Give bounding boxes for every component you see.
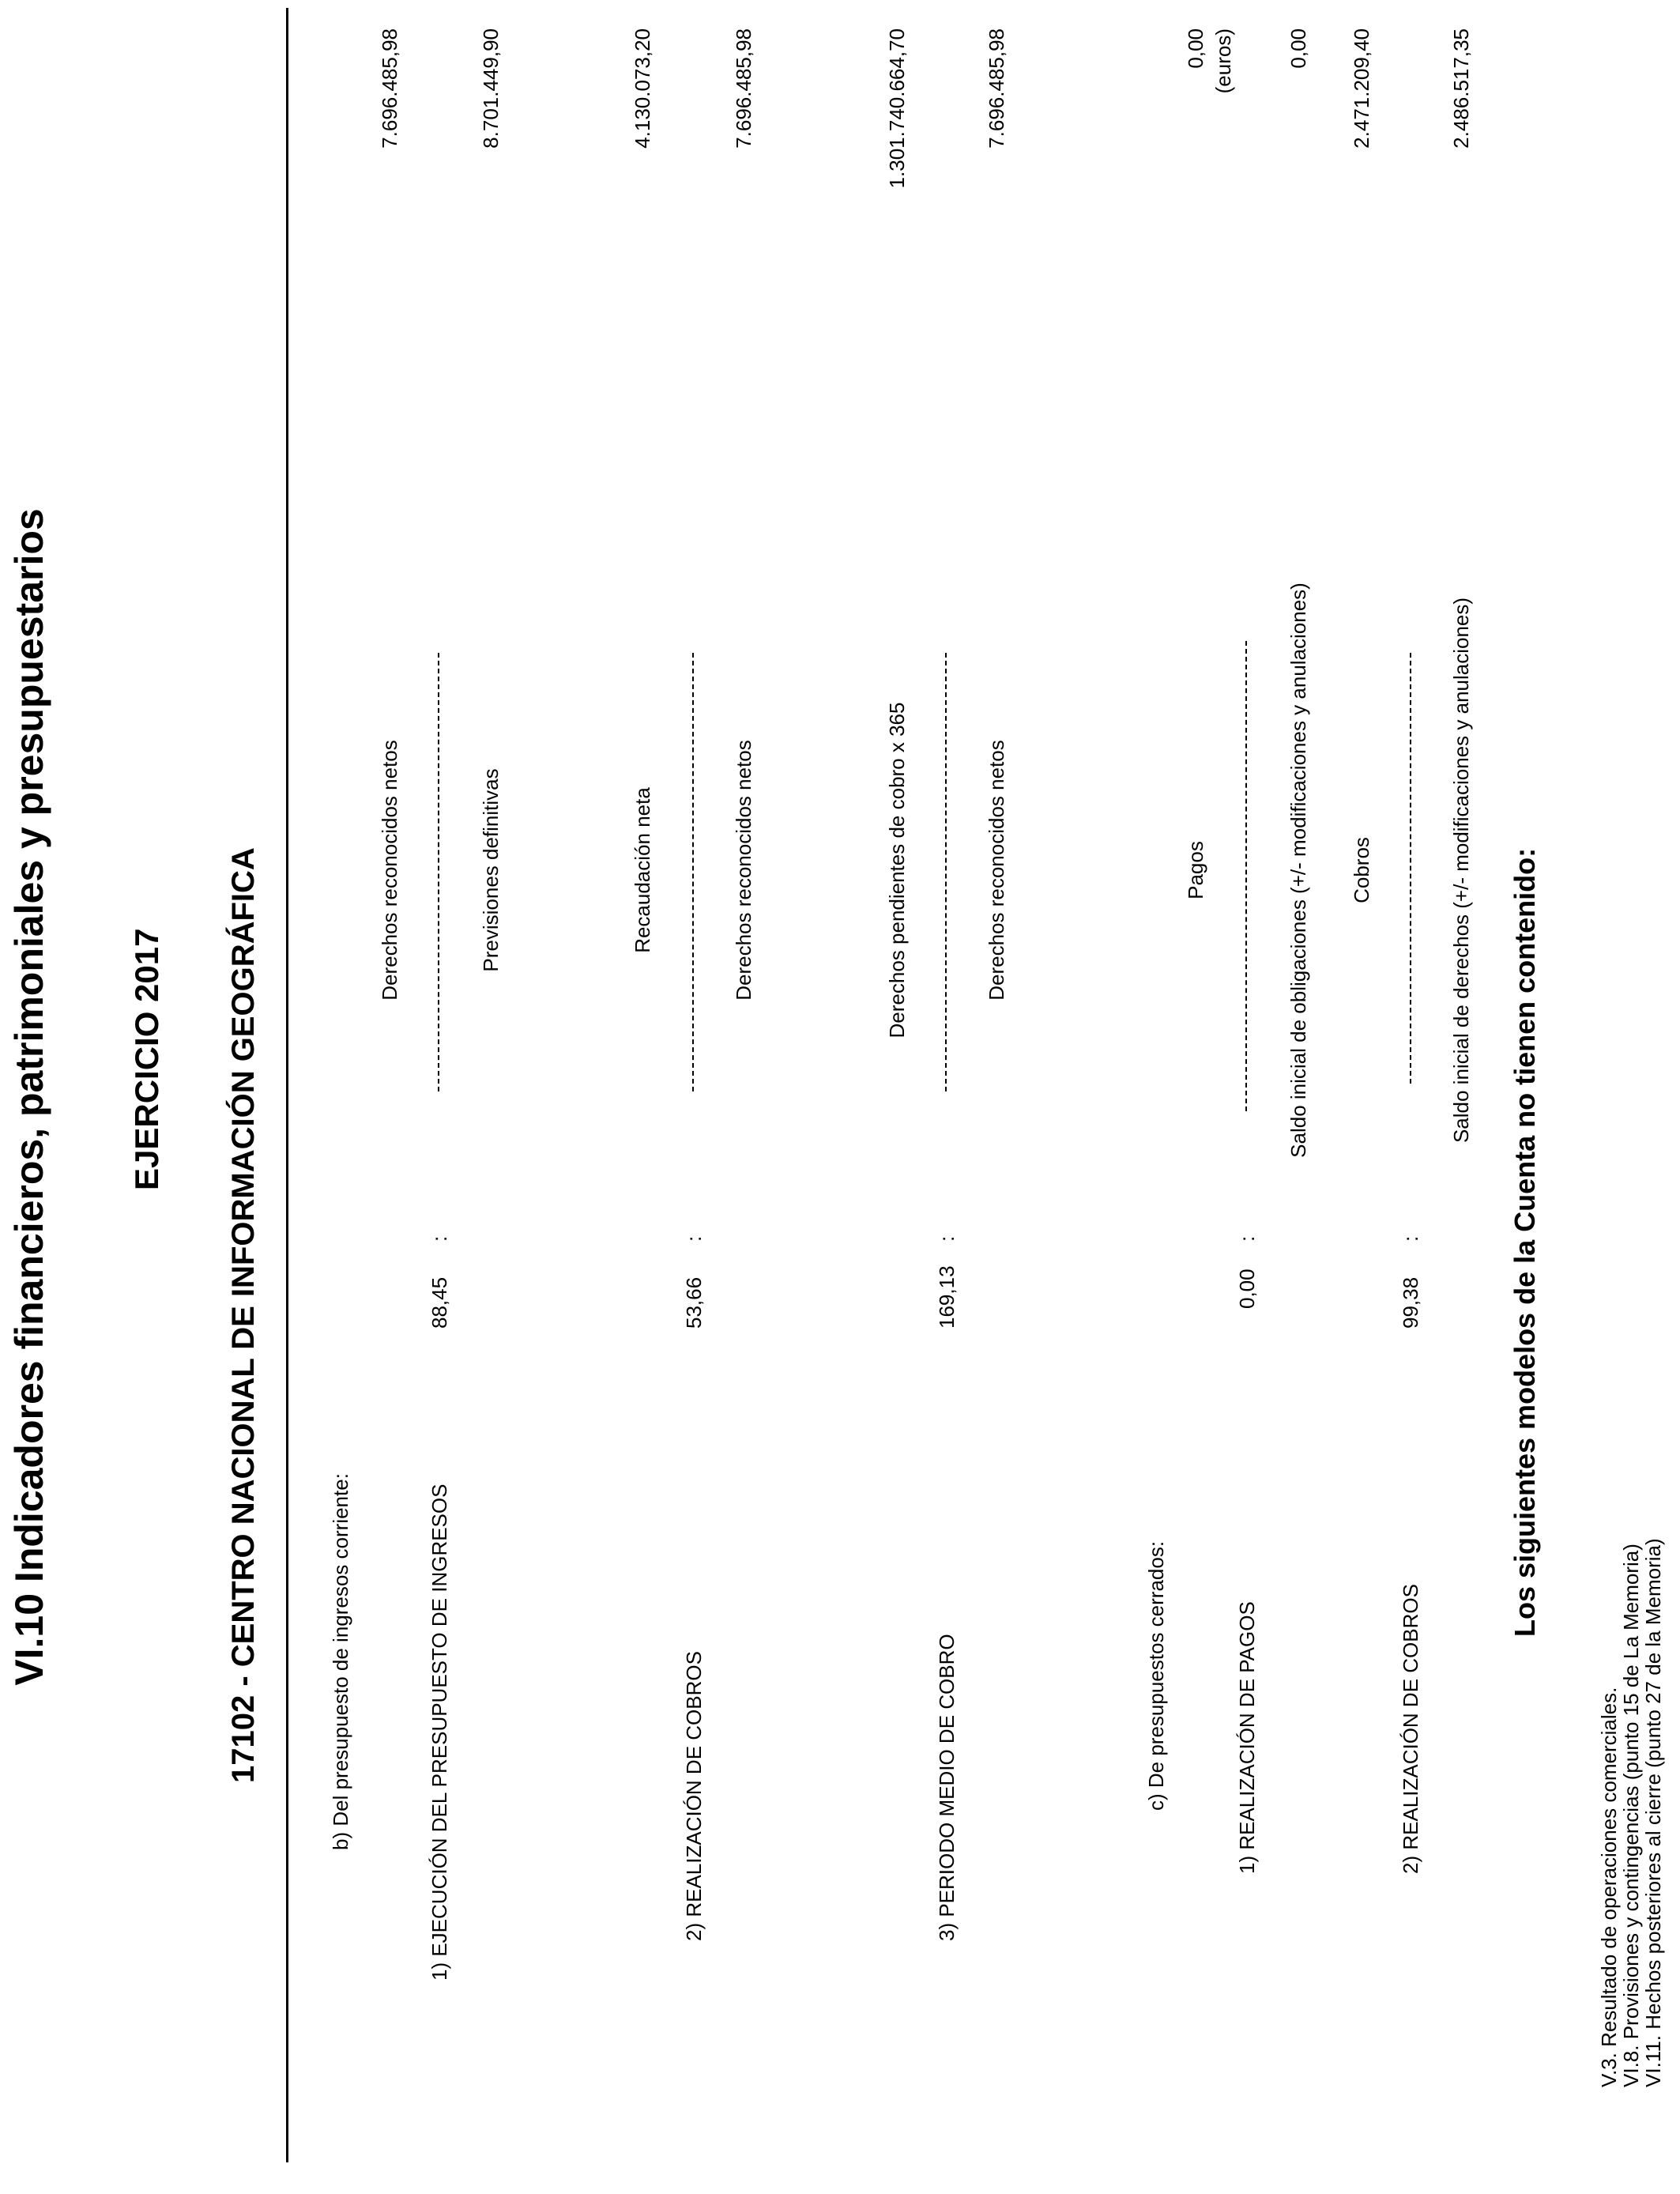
denominator-label: Derechos reconocidos netos	[732, 740, 755, 1001]
page-title: VI.10 Indicadores financieros, patrimoniales y presupuestarios	[7, 508, 51, 1686]
ejercicio-label: EJERCICIO 2017	[128, 928, 165, 1190]
indicator-ratio: 88,45	[428, 1276, 451, 1329]
ratio-colon: :	[682, 1235, 706, 1242]
indicator-label: 3) PERIODO MEDIO DE COBRO	[935, 1634, 959, 1941]
top-rule	[286, 8, 288, 2162]
numerator-value: 1.301.740.664,70	[885, 28, 909, 189]
ratio-colon: :	[1399, 1235, 1422, 1242]
indicator-label: 1) REALIZACIÓN DE PAGOS	[1235, 1601, 1259, 1874]
footer-heading: Los siguientes modelos de la Cuenta no tienen contenido:	[1509, 847, 1541, 1637]
indicator-label: 1) EJECUCIÓN DEL PRESUPUESTO DE INGRESOS	[428, 1483, 451, 1981]
denominator-label: Derechos reconocidos netos	[985, 740, 1008, 1001]
fraction-line	[1245, 641, 1247, 1111]
entity-name: 17102 - CENTRO NACIONAL DE INFORMACIÓN GEOGRÁFICA	[226, 847, 261, 1783]
denominator-value: 8.701.449,90	[479, 28, 503, 149]
numerator-value: 2.471.209,40	[1350, 28, 1373, 149]
footer-line: VI.8. Provisiones y contingencias (punto 15 de La Memoria)	[1619, 1544, 1643, 2087]
indicator-label: 2) REALIZACIÓN DE COBROS	[682, 1651, 706, 1941]
numerator-value: 0,00	[1184, 28, 1207, 69]
denominator-value: 2.486.517,35	[1449, 28, 1473, 149]
section-heading-cerrados: c) De presupuestos cerrados:	[1144, 1540, 1168, 1811]
denominator-value: 7.696.485,98	[732, 28, 755, 149]
ratio-colon: :	[935, 1235, 959, 1242]
numerator-label: Derechos reconocidos netos	[378, 740, 401, 1001]
numerator-value: 7.696.485,98	[378, 28, 401, 149]
indicator-ratio: 0,00	[1235, 1269, 1259, 1309]
fraction-line	[1410, 653, 1411, 1084]
denominator-label: Previsiones definitivas	[479, 768, 503, 972]
footer-line: V.3. Resultado de operaciones comerciales.	[1597, 1687, 1621, 2087]
denominator-label: Saldo inicial de derechos (+/- modificaciones y anulaciones)	[1449, 597, 1473, 1144]
indicator-label: 2) REALIZACIÓN DE COBROS	[1399, 1584, 1422, 1874]
indicator-ratio: 53,66	[682, 1276, 706, 1329]
numerator-label: Recaudación neta	[631, 787, 654, 953]
denominator-label: Saldo inicial de obligaciones (+/- modificaciones y anulaciones)	[1286, 582, 1310, 1158]
indicator-ratio: 169,13	[935, 1265, 959, 1329]
footer-line: VI.11. Hechos posteriores al cierre (punto 27 de la Memoria)	[1641, 1538, 1665, 2087]
denominator-value: 7.696.485,98	[985, 28, 1008, 149]
units-label: (euros)	[1211, 28, 1235, 94]
numerator-label: Derechos pendientes de cobro x 365	[885, 702, 909, 1039]
indicator-ratio: 99,38	[1399, 1276, 1422, 1329]
denominator-value: 0,00	[1286, 28, 1310, 69]
numerator-label: Pagos	[1184, 841, 1207, 899]
ratio-colon: :	[428, 1235, 451, 1242]
fraction-line	[438, 653, 439, 1091]
numerator-label: Cobros	[1350, 837, 1373, 903]
ratio-colon: :	[1235, 1235, 1259, 1242]
fraction-line	[692, 653, 694, 1091]
fraction-line	[945, 653, 947, 1091]
section-heading-corriente: b) Del presupuesto de ingresos corriente:	[329, 1473, 352, 1850]
numerator-value: 4.130.073,20	[631, 28, 654, 149]
